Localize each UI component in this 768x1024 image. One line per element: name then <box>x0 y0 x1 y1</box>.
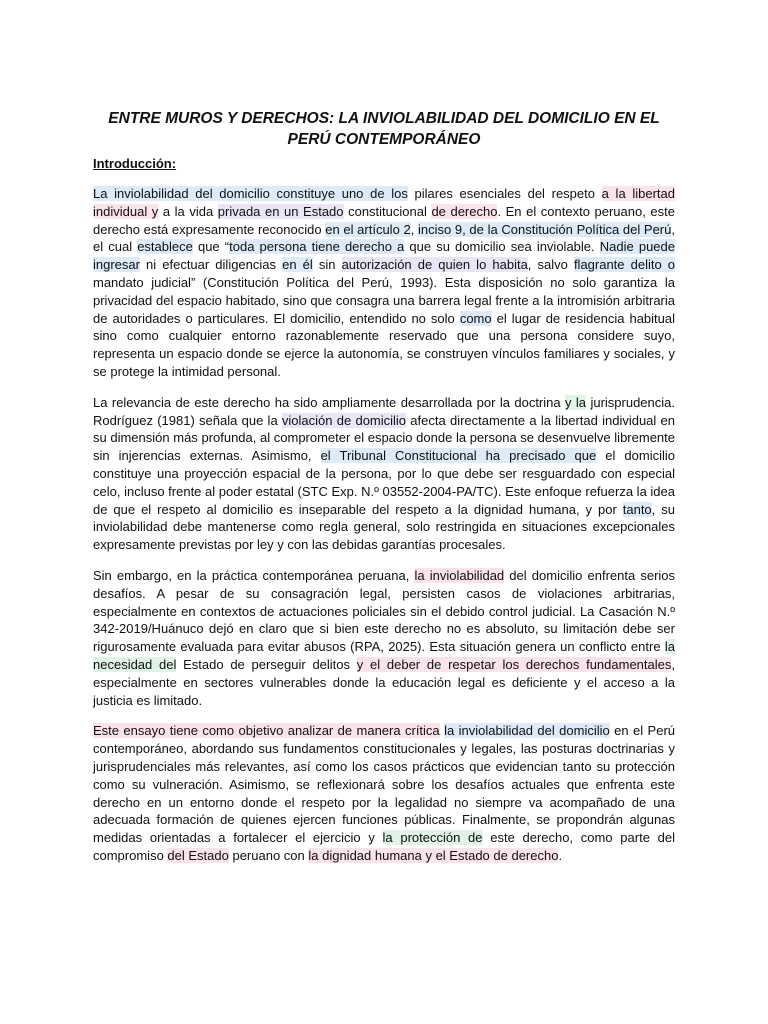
paragraph-text: que “ <box>192 239 230 255</box>
highlighted-text: la necesidad del <box>93 639 675 672</box>
highlighted-text: del Estado <box>167 847 229 863</box>
highlighted-text: inciso 9, de la Constitución Política del Perú <box>418 221 672 237</box>
highlighted-text: flagrante delito o <box>573 257 676 273</box>
highlighted-text: la inviolabilidad del domicilio <box>444 723 610 739</box>
paragraph-text: . En el contexto peruano, este derecho está expresamente reconocido <box>93 203 675 237</box>
paragraph-text: peruano con <box>228 847 309 863</box>
paragraph-text: ni efectuar diligencias <box>139 257 283 273</box>
paragraph-text: , su inviolabilidad debe mantenerse como regla general, solo restringida en situaciones excepcionales expresamente previstas por ley y con las debidas garantías procesales. <box>93 501 675 553</box>
highlighted-text: autorización de quien lo habita <box>341 257 528 273</box>
highlighted-text: la inviolabilidad <box>414 567 505 583</box>
paragraph-text: mandato judicial” (Constitución Política del Perú, 1993). Esta disposición no solo garantiza la privacidad del espacio habitado, sino que consagra una barrera legal frente a la intromisión arbitraria de autoridades o particulares. El domicilio, entendido no solo <box>93 274 675 326</box>
highlighted-text: violación de domicilio <box>281 412 407 428</box>
highlighted-text: La inviolabilidad del domicilio constituye uno de los <box>93 186 408 201</box>
highlighted-text: toda persona tiene derecho a <box>229 239 405 255</box>
highlighted-text: como <box>459 310 492 326</box>
highlighted-text: privada en un Estado <box>217 203 344 219</box>
paragraph-text: , el cual <box>93 221 675 255</box>
paragraph-2 <box>93 394 675 554</box>
highlighted-text: de derecho <box>431 203 498 219</box>
paragraph-text: pilares esenciales del respeto <box>407 186 602 201</box>
paragraph-text: afecta directamente a la libertad individual en su dimensión más profunda, al comprometer el espacio donde la persona se desenvuelve libremente sin injerencias externas. Asimismo, <box>93 412 676 464</box>
highlighted-text: establece <box>137 239 193 255</box>
highlighted-text: en él <box>282 257 313 273</box>
paragraph-1 <box>93 185 675 381</box>
paragraph-text: . <box>558 847 563 863</box>
paragraph-4 <box>93 722 675 864</box>
highlighted-text: a la libertad individual y <box>93 186 675 219</box>
paragraph-text: , <box>410 221 418 237</box>
paragraph-text: que su domicilio sea inviolable. <box>404 239 600 255</box>
highlighted-text: la protección de <box>382 830 483 846</box>
paragraph-text: sin <box>312 257 342 273</box>
paragraph-text: este derecho, como parte del compromiso <box>93 830 675 863</box>
paragraph-text: el domicilio constituye una proyección espacial de la persona, por lo que debe ser resguardado con especial celo, incluso frente al poder estatal (STC Exp. N.º 03552-2004-PA/TC). Este enfoque refuerza la idea de que el respeto al domicilio es inseparable del respeto a la dignidad humana, y por <box>93 448 675 517</box>
highlighted-text: la dignidad humana y el Estado de derecho <box>308 847 559 863</box>
paragraph-text: La relevancia de este derecho ha sido ampliamente desarrollada por la doctrina <box>93 394 566 410</box>
paragraph-text: a la vida <box>158 203 218 219</box>
paragraph-text: Estado de perseguir delitos <box>176 656 357 672</box>
highlighted-text: y el deber de respetar los derechos fundamentales <box>356 656 672 672</box>
paragraph-text: Sin embargo, en la práctica contemporánea peruana, <box>93 567 415 583</box>
paragraph-text: del domicilio enfrenta serios desafíos. A pesar de su consagración legal, persisten casos de violaciones arbitrarias, especialmente en contextos de actuaciones policiales sin el debido control judicial. La Casación N.º 342-2019/Huánuco dejó en claro que si bien este derecho no es absoluto, su limitación debe ser rigurosamente evaluada para evitar abusos (RPA, 2025). Esta situación genera un conflicto entre <box>93 567 676 655</box>
paragraph-text: , salvo <box>527 257 574 273</box>
highlighted-text: tanto <box>622 501 652 517</box>
highlighted-text: Este ensayo tiene como objetivo analizar de manera crítica <box>93 723 440 739</box>
paragraph-text: en el Perú contemporáneo, abordando sus fundamentos constitucionales y legales, las posturas doctrinarias y jurisprudenciales más relevantes, así como los casos prácticos que evidencian tanto su protección como su vulneración. Asimismo, se reflexionará sobre los desafíos actuales que enfrenta este derecho en un entorno donde el respeto por la legalidad no siempre va acompañado de una adecuada formación de quienes ejercen funciones públicas. Finalmente, se propondrán algunas medidas orientadas a fortalecer el ejercicio y <box>93 723 676 846</box>
paragraph-3 <box>93 567 675 709</box>
highlighted-text: Nadie puede ingresar <box>93 239 675 273</box>
section-heading-introduccion: Introducción: <box>93 156 177 171</box>
document-title: ENTRE MUROS Y DERECHOS: LA INVIOLABILIDAD DEL DOMICILIO EN EL PERÚ CONTEMPORÁNEO <box>108 110 660 148</box>
paragraph-text: , especialmente en sectores vulnerables donde la educación legal es deficiente y el acceso a la justicia es limitado. <box>93 656 675 708</box>
highlighted-text: el Tribunal Constitucional ha precisado que <box>320 448 597 464</box>
paragraph-text: constitucional <box>343 203 432 219</box>
paragraph-text: el lugar de residencia habitual sino como cualquier entorno razonablemente reservado que una persona considere suyo, representa un espacio donde se ejerce la autonomía, se construyen vínculos familiares y sociales, y se protege la intimidad personal. <box>93 310 676 379</box>
highlighted-text: en el artículo 2 <box>325 221 411 237</box>
paragraph-text: jurisprudencia. Rodríguez (1981) señala que la <box>93 394 675 428</box>
highlighted-text: y la <box>565 394 587 410</box>
